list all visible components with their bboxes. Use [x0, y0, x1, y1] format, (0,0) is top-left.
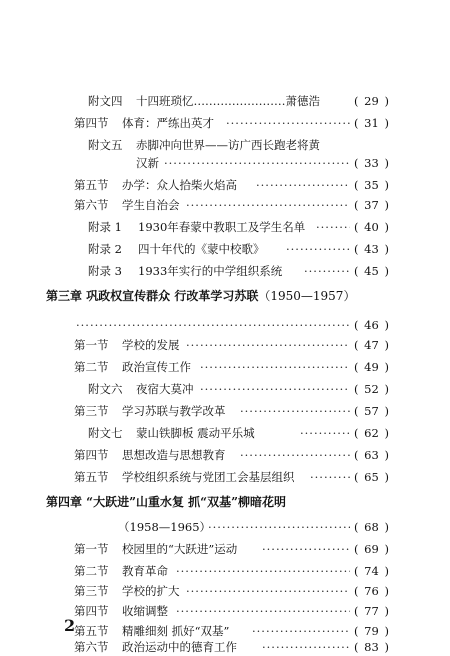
entry-page: ( 69 ): [354, 542, 389, 556]
toc-entry: [0, 540, 450, 558]
leader-dots: [304, 262, 350, 280]
entry-title: 办学：众人拾柴火焰高: [122, 178, 237, 192]
toc-entry: [0, 638, 450, 656]
page-number: 2: [64, 616, 76, 635]
entry-page: ( 76 ): [354, 584, 389, 598]
entry-label: 第五节: [74, 470, 109, 484]
entry-title: 夜宿大莫冲: [136, 382, 194, 396]
entry-label: 第三节: [74, 584, 109, 598]
entry-title: 教育革命: [122, 564, 168, 578]
entry-label: 第五节: [74, 624, 109, 638]
entry-label: 附文七: [88, 426, 123, 440]
entry-page: ( 62 ): [354, 426, 389, 440]
entry-title: 1933年实行的中学组织系统: [138, 264, 283, 278]
toc-entry: [0, 262, 450, 280]
entry-page: ( 79 ): [354, 624, 389, 638]
entry-page: ( 74 ): [354, 564, 389, 578]
toc-entry: [0, 240, 450, 258]
leader-dots: [240, 446, 350, 464]
chapter-heading: [46, 492, 406, 512]
leader-dots: [186, 196, 350, 214]
entry-page: ( 65 ): [354, 470, 389, 484]
entry-title: 学习苏联与教学改革: [122, 404, 226, 418]
entry-title: 赤脚冲向世界——访广西长跑老将黄: [136, 138, 320, 152]
entry-page: ( 40 ): [354, 220, 389, 234]
entry-label: 附录 3: [88, 264, 122, 278]
entry-label: 第四节: [74, 604, 109, 618]
chapter-title: 第三章 巩政权宣传群众 行改革学习苏联: [46, 289, 259, 303]
entry-label: 附文四: [88, 94, 123, 108]
leader-dots: [76, 316, 350, 334]
entry-label: 第一节: [74, 542, 109, 556]
entry-label: 附录 2: [88, 242, 122, 256]
entry-title: 精雕细刻 抓好“双基”: [122, 624, 230, 638]
entry-page: ( 43 ): [354, 242, 389, 256]
leader-dots: [240, 402, 350, 420]
toc-entry: [0, 176, 450, 194]
entry-title: 学生自治会: [122, 198, 180, 212]
toc-entry: [0, 218, 450, 236]
leader-dots: [200, 380, 350, 398]
entry-label: 第六节: [74, 198, 109, 212]
toc-entry: [0, 358, 450, 376]
entry-label: 附文五: [88, 138, 123, 152]
entry-label: 第四节: [74, 448, 109, 462]
chapter-years: （1958—1965）: [118, 520, 212, 534]
entry-title: 政治运动中的德育工作: [122, 640, 237, 654]
entry-page: ( 37 ): [354, 198, 389, 212]
leader-dots: [176, 602, 350, 620]
entry-page: ( 49 ): [354, 360, 389, 374]
leader-dots: [200, 358, 350, 376]
entry-title: 蒙山铁脚板 震动平乐城: [136, 426, 255, 440]
leader-dots: [164, 154, 350, 172]
entry-page: ( 45 ): [354, 264, 389, 278]
entry-label: 第三节: [74, 404, 109, 418]
entry-title: 学校组织系统与党团工会基层组织: [122, 470, 295, 484]
leader-dots: [310, 468, 350, 486]
chapter-page-row: [0, 316, 450, 334]
toc-entry: [0, 468, 450, 486]
chapter-heading: [46, 286, 406, 306]
entry-page: ( 35 ): [354, 178, 389, 192]
toc-entry: [0, 196, 450, 214]
leader-dots: [186, 582, 350, 600]
leader-dots: [316, 218, 350, 236]
entry-label: 附录 1: [88, 220, 122, 234]
chapter-page-row: [0, 518, 450, 536]
leader-dots: [226, 114, 350, 132]
entry-label: 附文六: [88, 382, 123, 396]
entry-label: 第四节: [74, 116, 109, 130]
entry-page: ( 52 ): [354, 382, 389, 396]
entry-page: ( 63 ): [354, 448, 389, 462]
entry-page: ( 33 ): [354, 156, 389, 170]
leader-dots: [262, 638, 350, 656]
entry-page: ( 46 ): [354, 318, 389, 332]
toc-entry-continued: [0, 154, 450, 172]
leader-dots: [186, 336, 350, 354]
entry-page: ( 57 ): [354, 404, 389, 418]
entry-title: 思想改造与思想教育: [122, 448, 226, 462]
toc-entry: [0, 380, 450, 398]
leader-dots: [300, 424, 350, 442]
entry-label: 第一节: [74, 338, 109, 352]
entry-page: ( 29 ): [354, 94, 389, 108]
toc-entry: [0, 92, 450, 110]
entry-page: ( 77 ): [354, 604, 389, 618]
entry-page: ( 83 ): [354, 640, 389, 654]
leader-dots: [176, 562, 350, 580]
leader-dots: [208, 518, 350, 536]
entry-title: 校园里的“大跃进”运动: [122, 542, 238, 556]
toc-entry: [0, 136, 450, 154]
entry-label: 第二节: [74, 360, 109, 374]
entry-label: 第六节: [74, 640, 109, 654]
toc-entry: [0, 446, 450, 464]
entry-title: 收缩调整: [122, 604, 168, 618]
entry-label: 第二节: [74, 564, 109, 578]
entry-title: 学校的扩大: [122, 584, 180, 598]
toc-entry: [0, 114, 450, 132]
entry-title: 政治宣传工作: [122, 360, 191, 374]
entry-page: ( 68 ): [354, 520, 389, 534]
entry-label: 第五节: [74, 178, 109, 192]
toc-entry: [0, 424, 450, 442]
leader-dots: [262, 540, 350, 558]
leader-dots: [286, 240, 350, 258]
leader-dots: [256, 176, 350, 194]
toc-entry: [0, 582, 450, 600]
entry-page: ( 31 ): [354, 116, 389, 130]
entry-title: 学校的发展: [122, 338, 180, 352]
chapter-title: 第四章 “大跃进”山重水复 抓“双基”柳暗花明: [46, 495, 286, 509]
toc-entry: [0, 402, 450, 420]
entry-title: 体育：严练出英才: [122, 116, 214, 130]
entry-title: 1930年春蒙中教职工及学生名单: [138, 220, 306, 234]
chapter-years: （1950—1957）: [258, 289, 356, 303]
toc-entry: [0, 562, 450, 580]
entry-page: ( 47 ): [354, 338, 389, 352]
entry-title: 四十年代的《蒙中校歌》: [138, 242, 265, 256]
entry-title: 十四班琐忆……………………萧德浩: [136, 94, 320, 108]
toc-entry: [0, 336, 450, 354]
entry-title: 汉新: [136, 156, 159, 170]
